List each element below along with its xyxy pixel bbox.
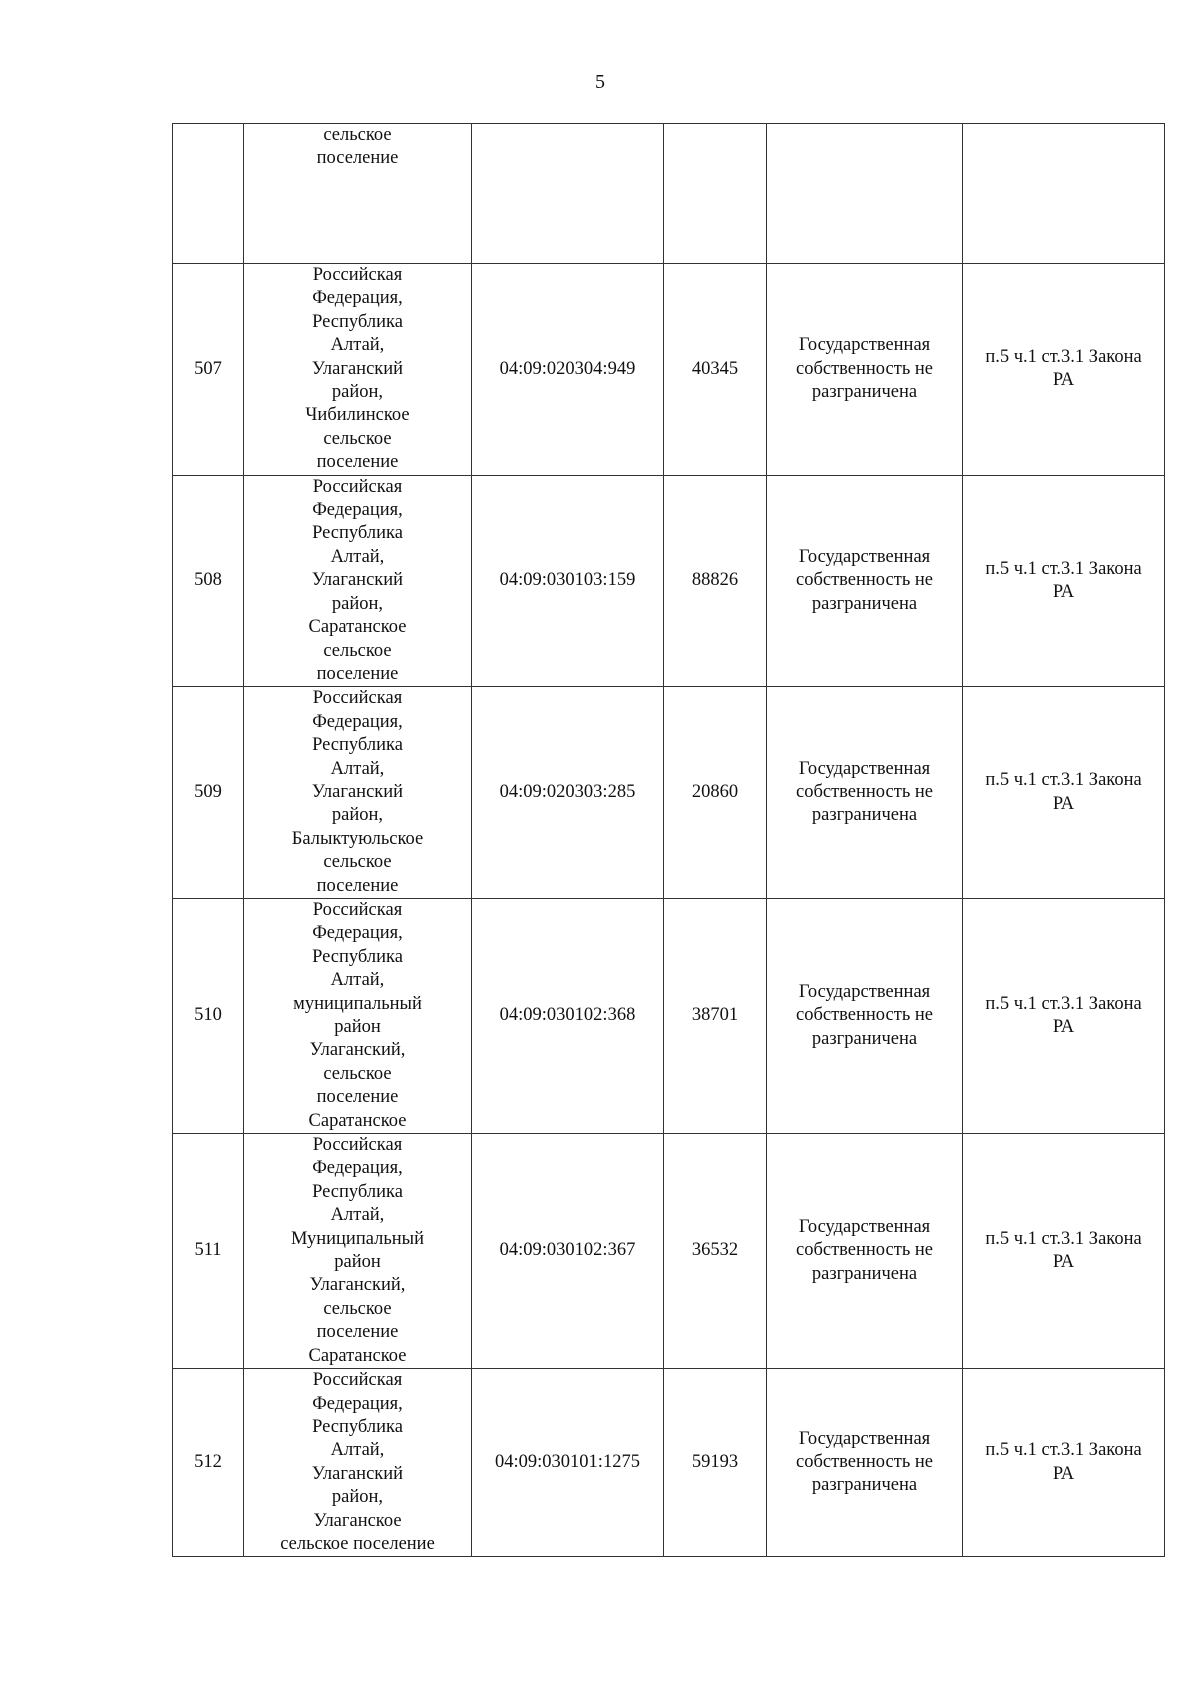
ownership-line: собственность не: [796, 1005, 933, 1026]
address-line: Муниципальный: [290, 1228, 424, 1249]
address-line: Чибилинское: [305, 405, 410, 426]
address-line: район,: [331, 593, 384, 614]
legal-basis-line: РА: [1052, 581, 1075, 602]
address-line: Федерация,: [312, 923, 403, 944]
address-line: поселение: [316, 1087, 399, 1108]
table-row: [173, 898, 1165, 1133]
cadastral-number-cell: 04:09:020303:285: [472, 687, 664, 899]
address-line: Алтай,: [330, 970, 385, 991]
address-line: поселение: [316, 452, 399, 473]
address-line: Российская: [312, 1370, 403, 1391]
address-cell: [244, 1369, 472, 1557]
row-number-cell: 512: [173, 1369, 244, 1557]
table-row: [173, 1134, 1165, 1369]
area-cell: 40345: [664, 264, 767, 476]
address-line: поселение: [316, 875, 399, 896]
ownership-line: собственность не: [796, 1452, 933, 1473]
ownership-line: разграничена: [811, 593, 918, 614]
legal-basis-line: п.5 ч.1 ст.3.1 Закона: [985, 770, 1142, 791]
legal-basis-cell: [963, 124, 1165, 264]
ownership-line: Государственная: [798, 546, 931, 567]
ownership-cell: [767, 1134, 963, 1369]
address-line: Российская: [312, 688, 403, 709]
ownership-line: разграничена: [811, 1028, 918, 1049]
legal-basis-cell: [963, 898, 1165, 1133]
address-line: район,: [331, 805, 384, 826]
page-number: 5: [595, 71, 605, 93]
address-line: Российская: [312, 1135, 403, 1156]
address-line: Алтай,: [330, 1440, 385, 1461]
address-cell: [244, 687, 472, 899]
ownership-line: собственность не: [796, 358, 933, 379]
address-line: Улаганский: [311, 1463, 404, 1484]
legal-basis-line: п.5 ч.1 ст.3.1 Закона: [985, 558, 1142, 579]
address-line: Алтай,: [330, 758, 385, 779]
address-line: Улаганский: [311, 570, 404, 591]
cadastral-number-cell: 04:09:020304:949: [472, 264, 664, 476]
ownership-line: Государственная: [798, 335, 931, 356]
legal-basis-cell: [963, 264, 1165, 476]
address-line: сельское: [323, 640, 392, 661]
address-line: Республика: [312, 735, 403, 756]
area-cell: 88826: [664, 475, 767, 687]
area-cell: 36532: [664, 1134, 767, 1369]
ownership-line: собственность не: [796, 570, 933, 591]
address-line: сельское: [323, 125, 392, 145]
ownership-line: собственность не: [796, 1240, 933, 1261]
address-line: Улаганский: [311, 781, 404, 802]
legal-basis-line: РА: [1052, 370, 1075, 391]
address-cell: [244, 475, 472, 687]
row-number-cell: 510: [173, 898, 244, 1133]
row-number-cell: 509: [173, 687, 244, 899]
legal-basis-line: п.5 ч.1 ст.3.1 Закона: [985, 1228, 1142, 1249]
address-line: Федерация,: [312, 1393, 403, 1414]
ownership-line: разграничена: [811, 382, 918, 403]
legal-basis-cell: [963, 687, 1165, 899]
address-line: сельское поселение: [280, 1533, 435, 1554]
cadastral-number-cell: 04:09:030102:367: [472, 1134, 664, 1369]
address-line: Саратанское: [308, 1110, 407, 1131]
ownership-cell: [767, 264, 963, 476]
address-line: Федерация,: [312, 288, 403, 309]
legal-basis-cell: [963, 475, 1165, 687]
address-cell: [244, 898, 472, 1133]
address-line: Саратанское: [308, 1345, 407, 1366]
address-line: Алтай,: [330, 335, 385, 356]
cadastral-number-cell: 04:09:030103:159: [472, 475, 664, 687]
legal-basis-cell: [963, 1369, 1165, 1557]
area-cell: 20860: [664, 687, 767, 899]
address-line: Федерация,: [312, 1158, 403, 1179]
row-number-cell: 511: [173, 1134, 244, 1369]
table-row-continuation: [173, 124, 1165, 264]
ownership-line: разграничена: [811, 805, 918, 826]
cadastral-number-cell: 04:09:030102:368: [472, 898, 664, 1133]
legal-basis-line: п.5 ч.1 ст.3.1 Закона: [985, 1440, 1142, 1461]
address-line: район: [334, 1017, 381, 1037]
row-number-cell: 507: [173, 264, 244, 476]
legal-basis-cell: [963, 1134, 1165, 1369]
ownership-line: собственность не: [796, 781, 933, 802]
address-line: поселение: [316, 148, 399, 169]
address-cell: [244, 124, 472, 264]
ownership-line: Государственная: [798, 758, 931, 779]
row-number-cell: 508: [173, 475, 244, 687]
legal-basis-line: п.5 ч.1 ст.3.1 Закона: [985, 346, 1142, 367]
address-line: Улаганский: [311, 358, 404, 379]
row-number-cell: [173, 124, 244, 264]
ownership-cell: [767, 475, 963, 687]
legal-basis-line: РА: [1052, 1017, 1075, 1037]
address-line: Российская: [312, 265, 403, 285]
address-line: Федерация,: [312, 711, 403, 732]
address-line: Республика: [312, 946, 403, 967]
address-line: Республика: [312, 523, 403, 544]
address-line: район: [334, 1252, 381, 1273]
area-cell: [664, 124, 767, 264]
address-line: район,: [331, 1487, 384, 1508]
address-line: Саратанское: [308, 617, 407, 638]
ownership-line: Государственная: [798, 1216, 931, 1237]
ownership-cell: [767, 687, 963, 899]
address-line: Российская: [312, 899, 403, 920]
legal-basis-line: РА: [1052, 793, 1075, 814]
address-line: Улаганский,: [309, 1275, 406, 1296]
table-row: [173, 475, 1165, 687]
address-line: Республика: [312, 1416, 403, 1437]
ownership-line: разграничена: [811, 1475, 918, 1496]
address-cell: [244, 1134, 472, 1369]
land-plots-table: [172, 123, 1165, 1557]
address-line: район,: [331, 382, 384, 403]
address-line: сельское: [323, 428, 392, 449]
address-line: Алтай,: [330, 1205, 385, 1226]
address-line: Республика: [312, 311, 403, 332]
ownership-cell: [767, 898, 963, 1133]
ownership-line: разграничена: [811, 1263, 918, 1284]
address-cell: [244, 264, 472, 476]
address-line: сельское: [323, 1063, 392, 1084]
address-line: сельское: [323, 1298, 392, 1319]
ownership-cell: [767, 124, 963, 264]
address-line: Улаганский,: [309, 1040, 406, 1061]
legal-basis-line: РА: [1052, 1463, 1075, 1484]
legal-basis-line: РА: [1052, 1252, 1075, 1273]
area-cell: 59193: [664, 1369, 767, 1557]
table-row: [173, 264, 1165, 476]
address-line: Улаганское: [313, 1510, 402, 1531]
cadastral-number-cell: [472, 124, 664, 264]
address-line: Республика: [312, 1181, 403, 1202]
address-line: Алтай,: [330, 546, 385, 567]
cadastral-number-cell: 04:09:030101:1275: [472, 1369, 664, 1557]
ownership-line: Государственная: [798, 1428, 931, 1449]
table-row: [173, 1369, 1165, 1557]
ownership-line: Государственная: [798, 981, 931, 1002]
table-row: [173, 687, 1165, 899]
legal-basis-line: п.5 ч.1 ст.3.1 Закона: [985, 993, 1142, 1014]
ownership-cell: [767, 1369, 963, 1557]
address-line: сельское: [323, 852, 392, 873]
area-cell: 38701: [664, 898, 767, 1133]
address-line: Российская: [312, 476, 403, 497]
address-line: муниципальный: [293, 993, 422, 1014]
address-line: поселение: [316, 663, 399, 684]
address-line: Балыктуюльское: [291, 828, 424, 849]
address-line: Федерация,: [312, 500, 403, 521]
address-line: поселение: [316, 1322, 399, 1343]
